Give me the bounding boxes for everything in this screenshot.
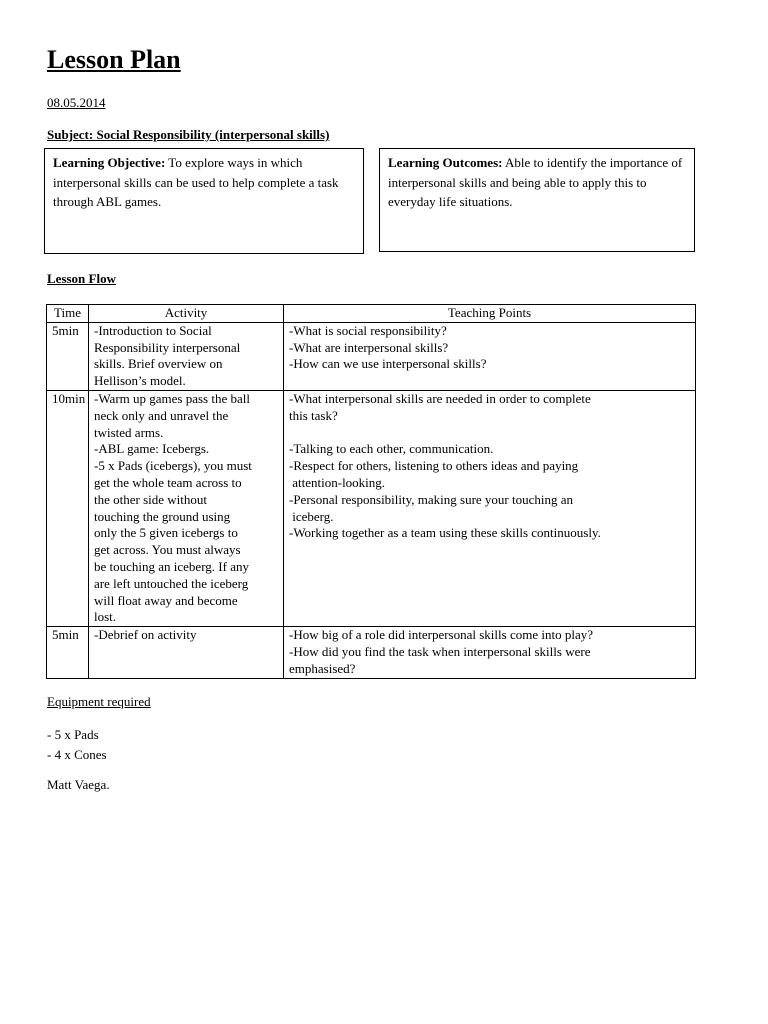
equipment-item: - 4 x Cones xyxy=(47,747,107,762)
time-cell: 5min xyxy=(47,322,89,390)
equipment-heading: Equipment required xyxy=(47,694,151,709)
blank-line xyxy=(289,425,690,442)
cell-line: attention-looking. xyxy=(289,474,386,490)
learning-objective-label: Learning Objective: xyxy=(53,155,166,170)
cell-line: twisted arms. xyxy=(94,424,164,440)
cell-line: -Personal responsibility, making sure your touching an xyxy=(289,491,574,507)
teaching-points-cell xyxy=(284,627,696,678)
cell-line: -Working together as a team using these skills continuously. xyxy=(289,525,601,541)
cell-line: -5 x Pads (icebergs), you must xyxy=(94,458,252,474)
header-teaching-points: Teaching Points xyxy=(284,305,696,323)
table-row xyxy=(47,322,696,390)
cell-line: -What are interpersonal skills? xyxy=(289,339,449,355)
equipment-list xyxy=(47,725,107,765)
activity-cell xyxy=(89,390,284,626)
cell-line: Responsibility interpersonal xyxy=(94,339,241,355)
equipment-item: - 5 x Pads xyxy=(47,727,99,742)
cell-line: Hellison’s model. xyxy=(94,373,186,389)
cell-line: -How big of a role did interpersonal skills come into play? xyxy=(289,627,593,643)
cell-line: -How can we use interpersonal skills? xyxy=(289,356,487,372)
cell-line: be touching an iceberg. If any xyxy=(94,558,249,574)
lesson-flow-heading: Lesson Flow xyxy=(47,271,116,286)
cell-line: -Respect for others, listening to others ideas and paying xyxy=(289,458,579,474)
cell-line: -Warm up games pass the ball xyxy=(94,390,250,406)
teaching-points-cell xyxy=(284,390,696,626)
cell-line: get across. You must always xyxy=(94,542,241,558)
cell-line: are left untouched the iceberg xyxy=(94,575,249,591)
time-cell: 5min xyxy=(47,627,89,678)
table-row xyxy=(47,390,696,626)
lesson-date: 08.05.2014 xyxy=(47,95,106,110)
cell-line: -Debrief on activity xyxy=(94,627,197,643)
cell-line: -What is social responsibility? xyxy=(289,322,447,338)
table-row xyxy=(47,627,696,678)
cell-line: only the 5 given icebergs to xyxy=(94,525,238,541)
cell-line: get the whole team across to xyxy=(94,474,242,490)
cell-line: -How did you find the task when interpersonal skills were xyxy=(289,643,591,659)
cell-line: emphasised? xyxy=(289,660,356,676)
learning-outcomes-label: Learning Outcomes: xyxy=(388,155,503,170)
cell-line: will float away and become xyxy=(94,592,238,608)
header-activity: Activity xyxy=(89,305,284,323)
cell-line: -Talking to each other, communication. xyxy=(289,441,494,457)
author-signature: Matt Vaega. xyxy=(47,777,110,792)
activity-cell xyxy=(89,322,284,390)
header-time: Time xyxy=(47,305,89,323)
cell-line: neck only and unravel the xyxy=(94,407,229,423)
cell-line: this task? xyxy=(289,407,338,423)
subject-heading: Subject: Social Responsibility (interpersonal skills) xyxy=(47,127,330,142)
cell-line: -ABL game: Icebergs. xyxy=(94,441,210,457)
activity-cell xyxy=(89,627,284,678)
cell-line: iceberg. xyxy=(289,508,334,524)
learning-outcomes-text: Able to identify the importance of interpersonal skills and being able to apply this to everyday life situations. xyxy=(388,155,683,209)
page-title: Lesson Plan xyxy=(47,45,181,74)
time-cell: 10min xyxy=(47,390,89,626)
cell-line: the other side without xyxy=(94,491,208,507)
cell-line: lost. xyxy=(94,609,117,625)
cell-line: -What interpersonal skills are needed in order to complete xyxy=(289,390,591,406)
teaching-points-cell xyxy=(284,322,696,390)
cell-line: -Introduction to Social xyxy=(94,322,212,338)
cell-line: touching the ground using xyxy=(94,508,231,524)
learning-objective-text: To explore ways in which interpersonal skills can be used to help complete a task through ABL games. xyxy=(53,155,339,209)
cell-line: skills. Brief overview on xyxy=(94,356,223,372)
learning-objective-box xyxy=(44,148,364,254)
lesson-flow-table xyxy=(46,304,696,679)
learning-outcomes-box xyxy=(379,148,695,252)
table-header-row xyxy=(47,305,696,323)
